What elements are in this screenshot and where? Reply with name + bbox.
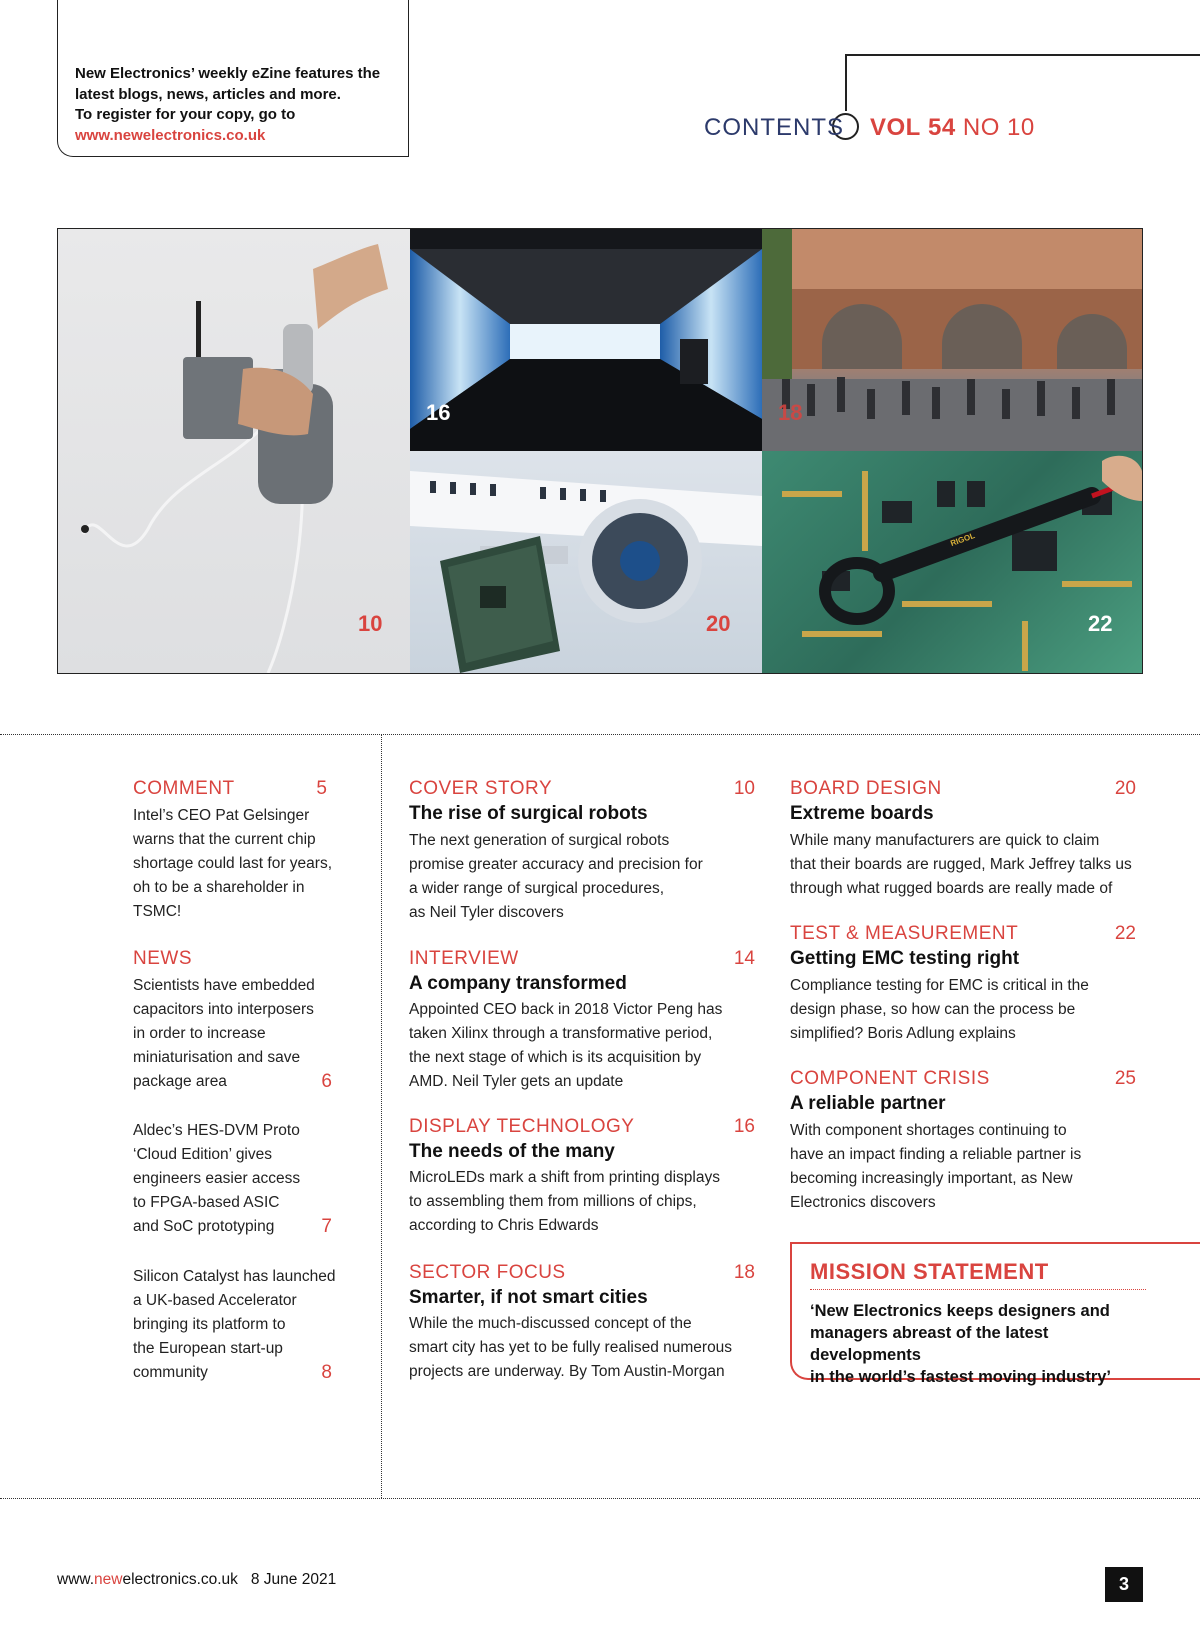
- component-line: Electronics discovers: [790, 1194, 936, 1211]
- footer-url-post: electronics.co.uk: [122, 1571, 238, 1588]
- image-surgical-robot[interactable]: [58, 229, 410, 673]
- section-component-body: [790, 1119, 1081, 1215]
- section-component-title[interactable]: A reliable partner: [790, 1093, 946, 1114]
- mission-line: managers abreast of the latest developments: [810, 1324, 1049, 1364]
- section-display-page: 16: [733, 1116, 755, 1137]
- tile-page-number-18: 18: [778, 400, 803, 425]
- board-line: While many manufacturers are quick to claim: [790, 832, 1100, 849]
- comment-line: shortage could last for years,: [133, 855, 333, 872]
- news-line: Scientists have embedded: [133, 977, 315, 994]
- ezine-text: [75, 64, 380, 146]
- section-test-heading[interactable]: TEST & MEASUREMENT: [790, 923, 1019, 944]
- section-sector-title[interactable]: Smarter, if not smart cities: [409, 1287, 648, 1308]
- news-line: bringing its platform to: [133, 1316, 286, 1333]
- news-line: community: [133, 1364, 208, 1381]
- section-comment-page: 5: [316, 778, 327, 799]
- news-line: engineers easier access: [133, 1170, 301, 1187]
- test-line: design phase, so how can the process be: [790, 1001, 1076, 1018]
- news-item-3-page: 8: [321, 1362, 332, 1383]
- board-line: through what rugged boards are really made of: [790, 880, 1113, 897]
- news-item-1[interactable]: [133, 974, 315, 1094]
- section-board-title[interactable]: Extreme boards: [790, 803, 934, 824]
- feature-image-grid: [57, 228, 1143, 674]
- emc-probe-illustration: [762, 451, 1142, 673]
- interview-line: the next stage of which is its acquisition by: [409, 1049, 702, 1066]
- section-component-page: 25: [1114, 1068, 1136, 1089]
- section-cover-heading[interactable]: COVER STORY: [409, 778, 553, 799]
- section-board-page: 20: [1114, 778, 1136, 799]
- issue-number: NO 10: [962, 114, 1035, 141]
- volume-label: [870, 114, 1035, 142]
- section-comment-heading[interactable]: COMMENT: [133, 778, 235, 799]
- section-interview-heading[interactable]: INTERVIEW: [409, 948, 519, 969]
- image-emc-probe[interactable]: [762, 451, 1142, 673]
- mission-dotted-rule: [810, 1289, 1146, 1290]
- ezine-promo-box: [57, 0, 409, 157]
- page-number: 3: [1105, 1567, 1143, 1602]
- toc-dotted-divider: [381, 734, 382, 1498]
- header-rule-horizontal: [845, 54, 1200, 56]
- news-line: Aldec’s HES-DVM Proto: [133, 1122, 300, 1139]
- news-line: and SoC prototyping: [133, 1218, 275, 1235]
- news-line: package area: [133, 1073, 227, 1090]
- sector-line: While the much-discussed concept of the: [409, 1315, 692, 1332]
- ezine-line-3: To register for your copy, go to: [75, 106, 296, 123]
- news-item-1-page: 6: [321, 1071, 332, 1092]
- interview-line: AMD. Neil Tyler gets an update: [409, 1073, 624, 1090]
- news-line: miniaturisation and save: [133, 1049, 301, 1066]
- section-cover-body: [409, 829, 703, 925]
- section-comment-body: [133, 804, 332, 924]
- section-sector-heading[interactable]: SECTOR FOCUS: [409, 1262, 566, 1283]
- news-line: ‘Cloud Edition’ gives: [133, 1146, 273, 1163]
- footer-url-mid: new: [94, 1571, 123, 1588]
- image-aircraft-board[interactable]: [410, 451, 762, 673]
- toc-dotted-rule-top: [0, 734, 1200, 735]
- section-component-heading[interactable]: COMPONENT CRISIS: [790, 1068, 990, 1089]
- cover-line: The next generation of surgical robots: [409, 832, 670, 849]
- test-line: simplified? Boris Adlung explains: [790, 1025, 1016, 1042]
- display-line: MicroLEDs mark a shift from printing displays: [409, 1169, 720, 1186]
- mission-title: MISSION STATEMENT: [810, 1259, 1049, 1284]
- section-test-page: 22: [1114, 923, 1136, 944]
- section-sector-body: [409, 1312, 732, 1384]
- display-line: according to Chris Edwards: [409, 1217, 599, 1234]
- section-sector-page: 18: [733, 1262, 755, 1283]
- page-footer: [57, 1571, 336, 1589]
- news-line: Silicon Catalyst has launched: [133, 1268, 336, 1285]
- section-display-heading[interactable]: DISPLAY TECHNOLOGY: [409, 1116, 635, 1137]
- ezine-line-2: latest blogs, news, articles and more.: [75, 85, 341, 103]
- cover-line: promise greater accuracy and precision for: [409, 856, 703, 873]
- section-cover-title[interactable]: The rise of surgical robots: [409, 803, 648, 824]
- comment-line: oh to be a shareholder in: [133, 879, 305, 896]
- section-cover-page: 10: [733, 778, 755, 799]
- city-crowd-illustration: [762, 229, 1142, 451]
- news-line: to FPGA-based ASIC: [133, 1194, 280, 1211]
- comment-line: warns that the current chip: [133, 831, 316, 848]
- vol-number: 54: [928, 114, 956, 141]
- section-interview-body: [409, 998, 722, 1094]
- section-interview-page: 14: [733, 948, 755, 969]
- interview-line: Appointed CEO back in 2018 Victor Peng has: [409, 1001, 723, 1018]
- mission-line: ‘New Electronics keeps designers and: [810, 1302, 1110, 1320]
- news-line: in order to increase: [133, 1025, 266, 1042]
- interview-line: taken Xilinx through a transformative period,: [409, 1025, 713, 1042]
- contents-label: CONTENTS: [704, 114, 844, 141]
- cover-line: as Neil Tyler discovers: [409, 904, 564, 921]
- aircraft-board-illustration: [410, 451, 762, 673]
- sector-line: smart city has yet to be fully realised numerous: [409, 1339, 733, 1356]
- cover-line: a wider range of surgical procedures,: [409, 880, 665, 897]
- image-display-tunnel[interactable]: [410, 229, 762, 451]
- section-news-heading[interactable]: NEWS: [133, 948, 192, 969]
- mission-text: [810, 1300, 1160, 1388]
- section-interview-title[interactable]: A company transformed: [409, 973, 627, 994]
- mission-line: in the world’s fastest moving industry’: [810, 1368, 1112, 1386]
- test-line: Compliance testing for EMC is critical in the: [790, 977, 1089, 994]
- comment-line: TSMC!: [133, 903, 182, 920]
- tile-page-number-10: 10: [358, 611, 383, 636]
- probe-brand-label: RIGOL: [949, 530, 977, 549]
- section-test-title[interactable]: Getting EMC testing right: [790, 948, 1020, 969]
- section-board-heading[interactable]: BOARD DESIGN: [790, 778, 942, 799]
- news-line: the European start-up: [133, 1340, 283, 1357]
- ezine-url-link[interactable]: www.newelectronics.co.uk: [75, 126, 266, 144]
- section-board-body: [790, 829, 1132, 901]
- component-line: becoming increasingly important, as New: [790, 1170, 1073, 1187]
- sector-line: projects are underway. By Tom Austin-Morgan: [409, 1363, 725, 1380]
- news-item-2-page: 7: [321, 1216, 332, 1237]
- tile-page-number-22: 22: [1088, 611, 1113, 636]
- ezine-line-1: New Electronics’ weekly eZine features the: [75, 65, 381, 82]
- surgical-robot-illustration: [58, 229, 410, 673]
- component-line: have an impact finding a reliable partner is: [790, 1146, 1082, 1163]
- component-line: With component shortages continuing to: [790, 1122, 1067, 1139]
- display-tunnel-illustration: [410, 229, 762, 451]
- section-display-title[interactable]: The needs of the many: [409, 1141, 615, 1162]
- tile-page-number-16: 16: [426, 400, 451, 425]
- footer-date: 8 June 2021: [250, 1571, 337, 1588]
- header-rule-vertical: [845, 54, 847, 111]
- vol-word: VOL: [870, 114, 921, 141]
- news-line: a UK-based Accelerator: [133, 1292, 297, 1309]
- news-item-2[interactable]: [133, 1119, 300, 1239]
- tile-page-number-20: 20: [706, 611, 731, 636]
- toc-dotted-rule-bottom: [0, 1498, 1200, 1499]
- comment-line: Intel’s CEO Pat Gelsinger: [133, 807, 310, 824]
- section-display-body: [409, 1166, 720, 1238]
- board-line: that their boards are rugged, Mark Jeffrey talks us: [790, 856, 1132, 873]
- image-city-crowd[interactable]: [762, 229, 1142, 451]
- section-test-body: [790, 974, 1089, 1046]
- footer-url[interactable]: [57, 1571, 238, 1588]
- display-line: to assembling them from millions of chips,: [409, 1193, 697, 1210]
- news-line: capacitors into interposers: [133, 1001, 314, 1018]
- mission-statement-box: [790, 1242, 1200, 1386]
- footer-url-pre: www.: [57, 1571, 95, 1588]
